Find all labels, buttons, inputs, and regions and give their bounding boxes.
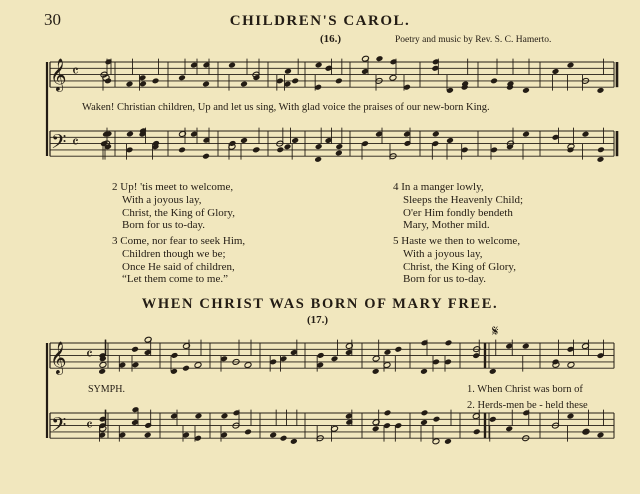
note-head [104, 78, 112, 85]
verse-line: O'er Him fondly bendeth [403, 206, 513, 219]
note-head [420, 419, 428, 426]
hymn-17-lyric-line-2: 2. Herds-men be - held these [467, 400, 588, 411]
verse-line: “Let them come to me.” [122, 273, 228, 286]
verse-line: Christ, the King of Glory, [403, 260, 516, 273]
note-head [384, 349, 392, 356]
note-head [567, 361, 575, 368]
note-head [389, 74, 397, 81]
note-head [290, 438, 298, 445]
staff-lines [50, 62, 614, 438]
time-signature-icon: 𝄴 [72, 62, 79, 80]
note-head [490, 78, 498, 85]
note-head [522, 343, 530, 350]
note-head [240, 137, 248, 144]
verse-line: 4 In a manger lowly, [393, 181, 484, 193]
note-head [269, 432, 277, 439]
note-head [335, 78, 343, 85]
treble-clef-icon: 𝄞 [50, 58, 67, 91]
note-head [552, 68, 560, 75]
note-head [489, 416, 497, 423]
verse-line: With a joyous lay, [122, 193, 202, 206]
note-head [291, 78, 299, 85]
note-head [597, 156, 605, 163]
verse-line: 2 Up! 'tis meet to welcome, [112, 181, 234, 193]
hymn-16-credit: Poetry and music by Rev. S. C. Hamerto. [395, 35, 552, 45]
verse-line: Once He said of children, [122, 260, 235, 273]
note-head [315, 62, 323, 69]
verse-line: Christ, the King of Glory, [122, 206, 235, 219]
note-head [372, 425, 380, 432]
note-head [194, 362, 202, 369]
verse-line: Children though we be; [122, 247, 226, 260]
bass-clef-icon: 𝄢 [51, 413, 67, 441]
note-head [202, 81, 210, 88]
note-head [372, 368, 380, 375]
note-head [139, 80, 147, 87]
verse-line: 5 Haste we then to welcome, [393, 235, 521, 247]
hymn-17-number: (17.) [307, 314, 329, 326]
note-head [432, 131, 440, 138]
time-signature-icon: 𝄴 [72, 133, 79, 151]
note-head [597, 432, 605, 439]
hymn-16-lyric-line: Waken! Christian children, Up and let us sing, With glad voice the praises of our new-born King. [82, 102, 490, 113]
note-head [376, 55, 384, 62]
verse-line: Sleeps the Heavenly Child; [403, 193, 524, 206]
note-head [473, 428, 481, 435]
treble-clef-icon: 𝄞 [50, 341, 67, 374]
note-head [567, 143, 575, 150]
notes [98, 55, 605, 444]
note-head [144, 432, 152, 439]
note-head [280, 435, 288, 442]
note-head [253, 146, 261, 153]
note-head [126, 131, 134, 138]
hymn-16-number: (16.) [320, 33, 342, 45]
verse-line: Born for us to-day. [122, 219, 205, 232]
hymn-17-lyric-line-1: 1. When Christ was born of [467, 384, 583, 395]
note-head [597, 87, 605, 94]
note-head [331, 355, 339, 362]
note-head [421, 409, 429, 416]
bass-clef-icon: 𝄢 [51, 130, 67, 158]
verse-line: With a joyous lay, [403, 247, 483, 260]
note-head [284, 68, 292, 75]
verse-line: 3 Come, nor fear to seek Him, [112, 235, 246, 247]
note-head [178, 147, 186, 154]
note-head [244, 429, 252, 436]
note-head [444, 438, 452, 445]
barlines [47, 62, 617, 438]
note-head [372, 355, 380, 362]
symphony-label: SYMPH. [88, 384, 125, 395]
note-head [195, 413, 203, 420]
note-head [152, 78, 160, 85]
note-head [489, 368, 497, 375]
note-head [522, 131, 530, 138]
note-head [98, 368, 106, 375]
note-head [132, 361, 140, 368]
note-head [276, 146, 284, 153]
note-head [99, 361, 107, 368]
note-head [582, 131, 590, 138]
note-head [182, 365, 190, 372]
note-head [597, 146, 605, 153]
note-head [228, 62, 236, 69]
time-signature-icon: 𝄴 [86, 416, 93, 434]
note-head [335, 150, 343, 157]
note-head [315, 143, 323, 150]
note-head [433, 416, 441, 423]
note-head [420, 368, 428, 375]
note-head [171, 352, 179, 359]
note-head [522, 87, 530, 94]
note-head [240, 81, 248, 88]
note-head [446, 137, 454, 144]
note-head [221, 413, 229, 420]
page-number: 30 [44, 10, 61, 29]
verse-line: Mary, Mother mild. [403, 219, 490, 232]
note-head [567, 62, 575, 69]
note-head [567, 413, 575, 420]
note-head [384, 409, 392, 416]
note-head [244, 362, 252, 369]
note-head [317, 352, 325, 359]
segno-icon: 𝄋 [492, 322, 499, 340]
note-head [284, 143, 292, 150]
note-head [314, 156, 322, 163]
note-head [291, 137, 299, 144]
hymn-17-title: WHEN CHRIST WAS BORN OF MARY FREE. [141, 296, 499, 312]
verse-line: Born for us to-day. [403, 273, 486, 286]
note-head [178, 74, 186, 81]
time-signature-icon: 𝄴 [86, 345, 93, 363]
note-head [131, 346, 139, 353]
note-head [394, 346, 402, 353]
note-head [505, 425, 513, 432]
note-head [335, 143, 343, 150]
note-head [126, 81, 134, 88]
hymn-16-title: CHILDREN'S CAROL. [229, 13, 411, 29]
note-head [445, 339, 453, 346]
note-head [202, 153, 210, 160]
